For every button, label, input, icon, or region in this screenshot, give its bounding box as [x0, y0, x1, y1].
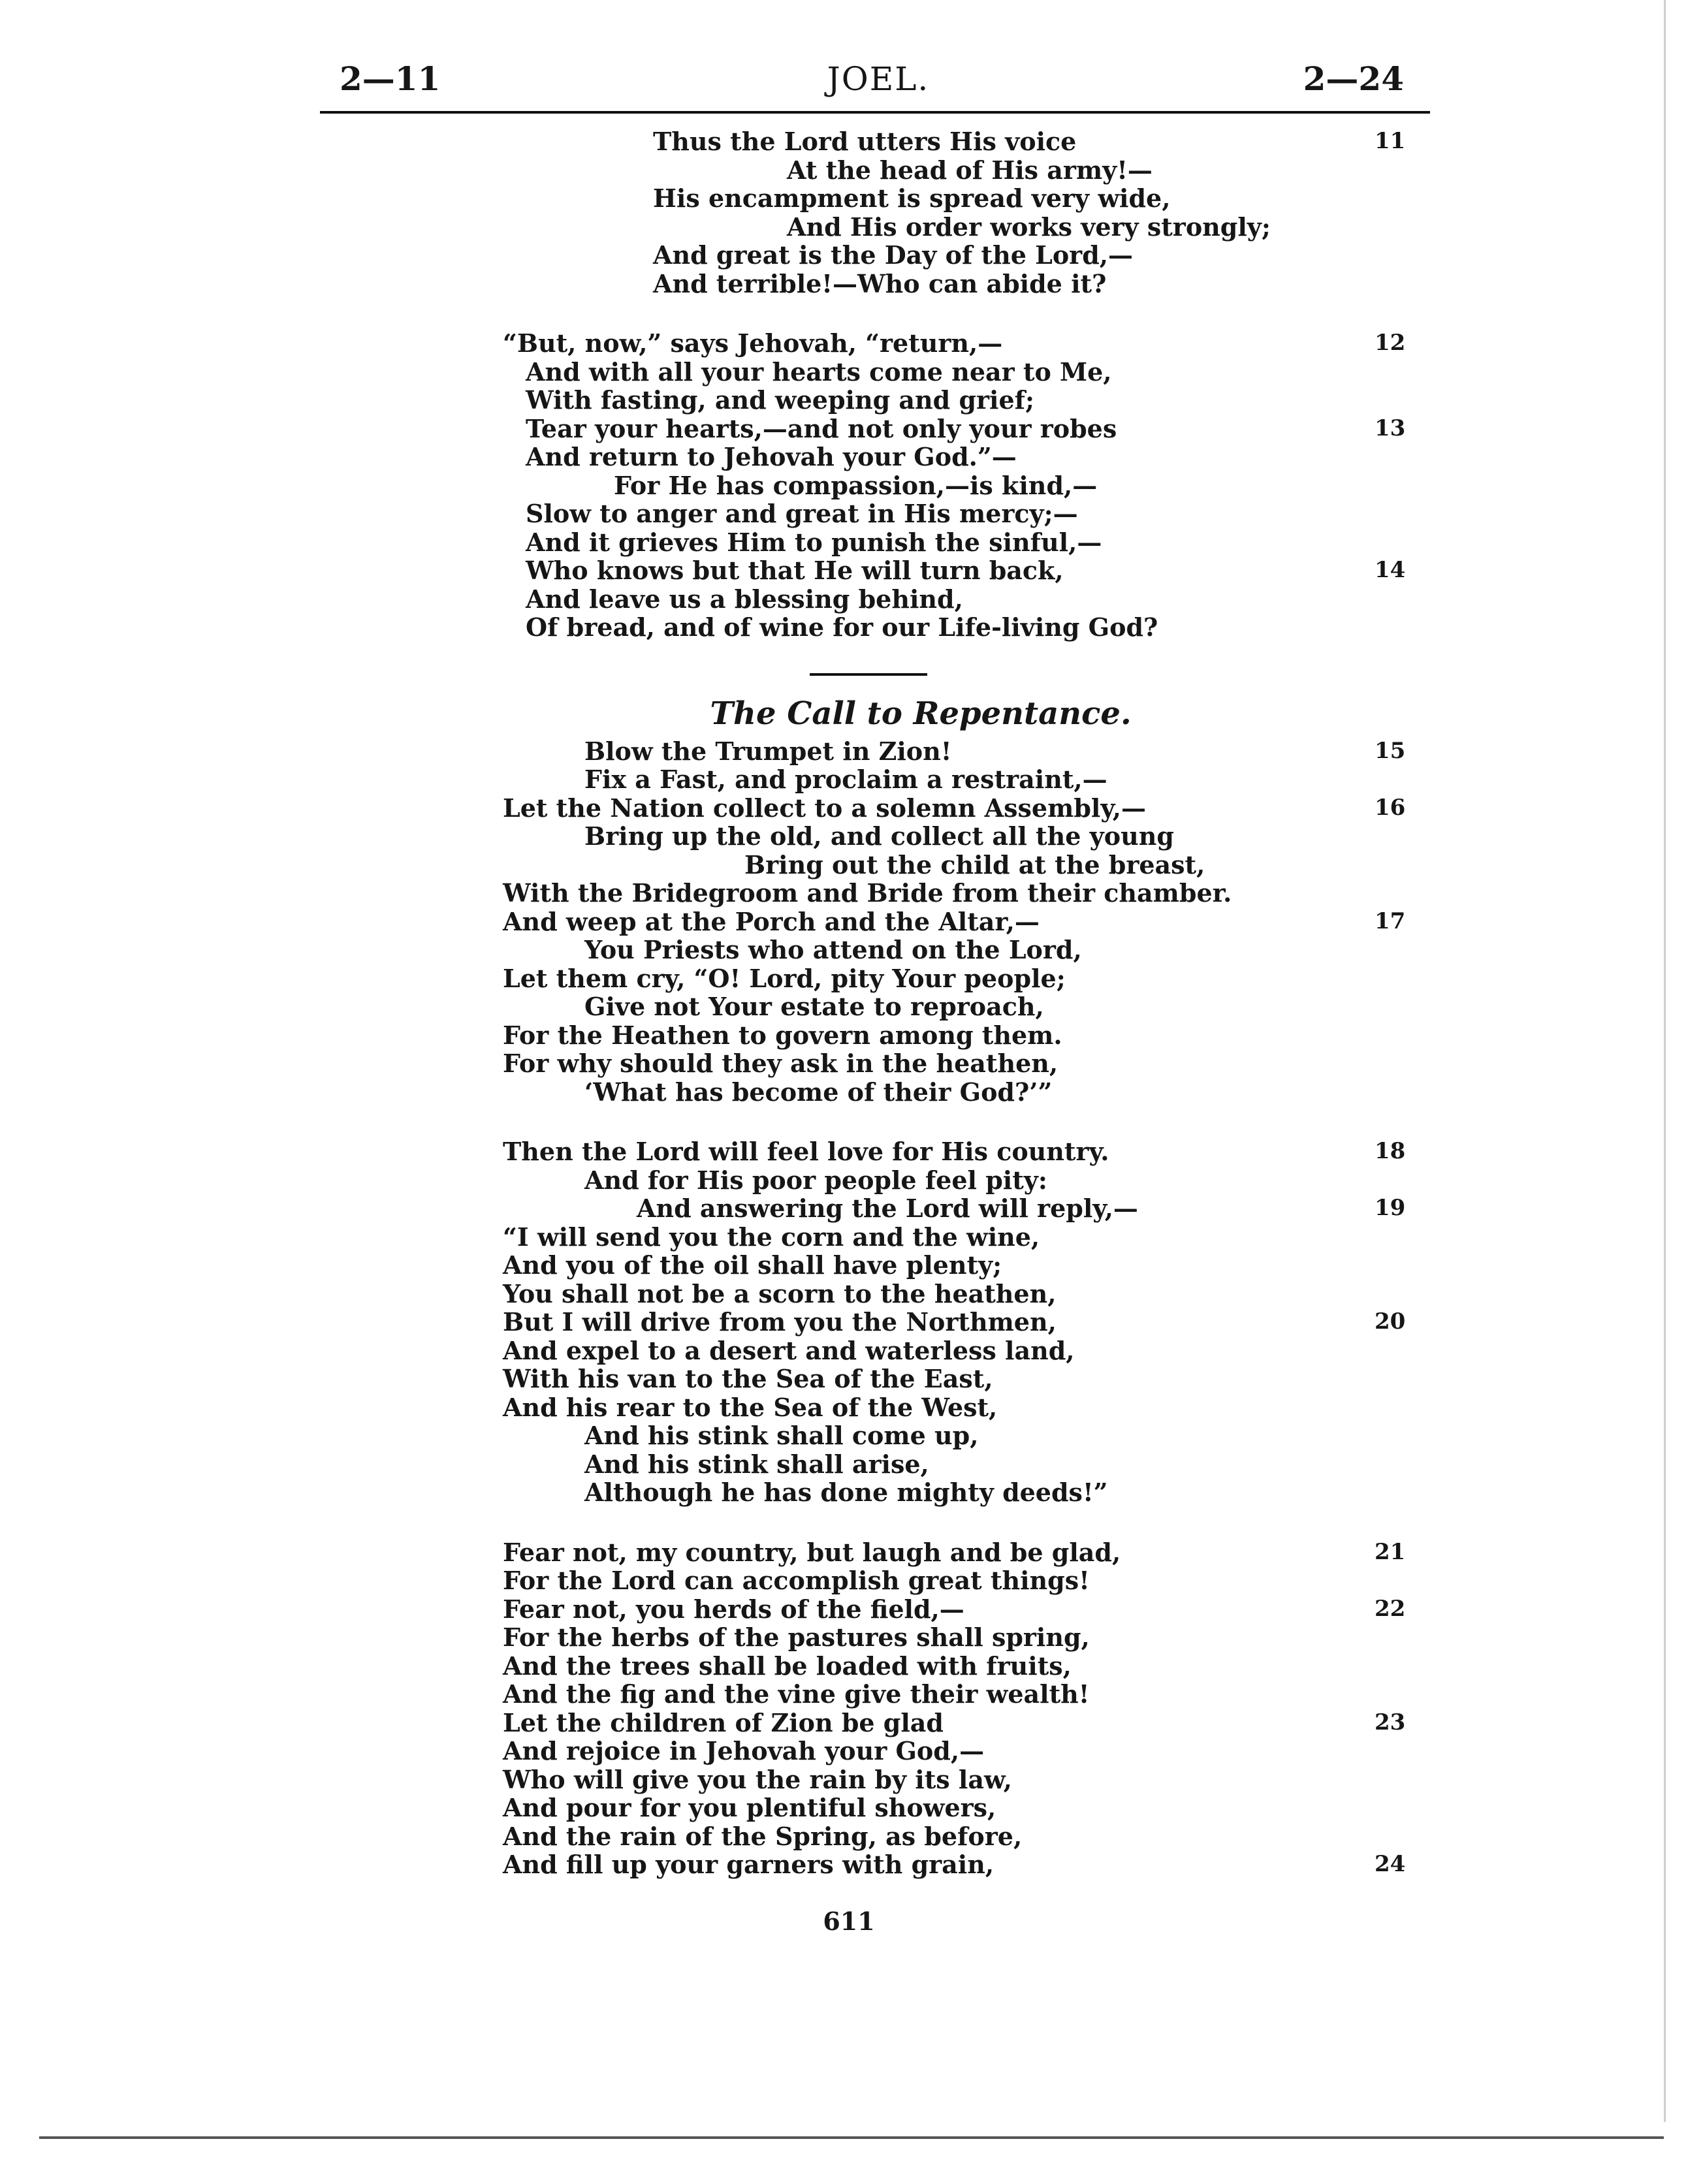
page-edge-bottom	[39, 2136, 1664, 2139]
verse-line	[503, 879, 1404, 908]
verse-line-text: Give not Your estate to reproach,	[584, 992, 1044, 1021]
verse-line	[503, 443, 1404, 471]
verse-line-text: And the rain of the Spring, as before,	[503, 1821, 1023, 1851]
verse-line	[503, 1737, 1404, 1765]
verse-line	[503, 765, 1404, 794]
verse-number: 23	[1375, 1709, 1406, 1735]
verse-line	[503, 1450, 1404, 1479]
verse-line-text: And weep at the Porch and the Altar,—	[503, 906, 1040, 936]
verse-line	[503, 358, 1404, 387]
verse-line-text: Bring up the old, and collect all the young	[584, 821, 1174, 851]
verse-line-text: Blow the Trumpet in Zion!	[584, 736, 952, 766]
stanza-3	[503, 737, 1404, 1107]
verse-line	[503, 329, 1404, 358]
verse-line-text: And the trees shall be loaded with fruits,	[503, 1651, 1072, 1681]
page-edge-right	[1664, 0, 1666, 2122]
verse-line	[503, 1365, 1404, 1393]
verse-line-text: Who knows but that He will turn back,	[526, 556, 1064, 585]
verse-line	[503, 737, 1404, 766]
section-title: The Call to Repentance.	[710, 695, 1132, 732]
verse-line	[503, 1680, 1404, 1709]
verse-line	[503, 585, 1404, 614]
verse-line	[503, 528, 1404, 557]
running-head-title: JOEL.	[827, 60, 930, 98]
verse-line	[503, 1822, 1404, 1851]
verse-line-text: You shall not be a scorn to the heathen,	[503, 1278, 1057, 1308]
verse-line-text: And fill up your garners with grain,	[503, 1850, 995, 1879]
verse-line-text: Fear not, my country, but laugh and be glad,	[503, 1537, 1121, 1567]
verse-line-text: Fear not, you herds of the field,—	[503, 1594, 964, 1624]
verse-line-text: At the head of His army!—	[787, 155, 1153, 185]
verse-line-text: For the Lord can accomplish great things!	[503, 1566, 1090, 1595]
verse-number: 16	[1375, 794, 1406, 821]
verse-line-text: With fasting, and weeping and grief;	[526, 385, 1035, 415]
verse-line	[503, 1166, 1404, 1195]
verse-line-text: Then the Lord will feel love for His country.	[503, 1137, 1109, 1166]
verse-line-text: And His order works very strongly;	[787, 212, 1271, 242]
verse-line-text: Let the Nation collect to a solemn Assembly,—	[503, 793, 1146, 823]
header-rule	[320, 111, 1430, 114]
verse-line	[503, 1595, 1404, 1624]
verse-line-text: With the Bridegroom and Bride from their chamber.	[503, 878, 1232, 908]
verse-line	[503, 1652, 1404, 1681]
verse-line-text: And rejoice in Jehovah your God,—	[503, 1736, 985, 1765]
verse-line	[503, 1337, 1404, 1365]
verse-line	[503, 241, 1404, 270]
verse-line-text: “But, now,” says Jehovah, “return,—	[503, 328, 1003, 358]
verse-line-text: Although he has done mighty deeds!”	[584, 1478, 1108, 1507]
verse-line	[503, 270, 1404, 298]
verse-line	[503, 471, 1404, 500]
verse-line-text: His encampment is spread very wide,	[653, 183, 1171, 213]
page-number: 611	[823, 1907, 875, 1936]
verse-line	[503, 556, 1404, 585]
verse-line-text: And great is the Day of the Lord,—	[653, 240, 1134, 270]
stanza-5	[503, 1538, 1404, 1879]
verse-line	[503, 1223, 1404, 1252]
verse-number: 11	[1375, 128, 1406, 154]
verse-line	[503, 156, 1404, 185]
verse-line-text: And with all your hearts come near to Me,	[526, 356, 1112, 387]
verse-number: 21	[1375, 1538, 1406, 1565]
verse-number: 14	[1375, 557, 1406, 583]
verse-line-text: And you of the oil shall have plenty;	[503, 1250, 1002, 1280]
verse-line	[503, 1251, 1404, 1280]
verse-line	[503, 794, 1404, 823]
verse-line-text: And his rear to the Sea of the West,	[503, 1392, 998, 1422]
running-head-left: 2—11	[340, 59, 441, 98]
verse-line-text: And answering the Lord will reply,—	[637, 1194, 1138, 1223]
verse-line-text: Let them cry, “O! Lord, pity Your people;	[503, 963, 1066, 993]
verse-line-text: And it grieves Him to punish the sinful,—	[526, 527, 1102, 557]
verse-line	[503, 1421, 1404, 1450]
verse-line-text: And return to Jehovah your God.”—	[526, 442, 1017, 471]
verse-number: 17	[1375, 908, 1406, 934]
verse-line	[503, 1280, 1404, 1308]
stanza-4	[503, 1137, 1404, 1507]
verse-line	[503, 1393, 1404, 1422]
verse-line	[503, 1478, 1404, 1507]
verse-line	[503, 1137, 1404, 1166]
verse-line	[503, 213, 1404, 242]
verse-line	[503, 1623, 1404, 1652]
verse-line-text: And the fig and the vine give their wealth!	[503, 1679, 1090, 1709]
verse-line-text: And terrible!—Who can abide it?	[653, 268, 1107, 298]
verse-line	[503, 499, 1404, 528]
verse-line-text: ‘What has become of their God?’”	[584, 1077, 1053, 1107]
verse-line-text: For He has compassion,—is kind,—	[614, 470, 1098, 500]
stanza-2	[503, 329, 1404, 642]
verse-line-text: Bring out the child at the breast,	[744, 849, 1205, 879]
verse-number: 18	[1375, 1138, 1406, 1164]
verse-number: 22	[1375, 1595, 1406, 1622]
verse-line-text: You Priests who attend on the Lord,	[584, 935, 1082, 964]
stanza-1	[503, 127, 1404, 298]
verse-line	[503, 936, 1404, 964]
verse-line	[503, 1049, 1404, 1078]
verse-line	[503, 184, 1404, 213]
verse-line	[503, 822, 1404, 851]
verse-line	[503, 908, 1404, 936]
verse-line-text: “I will send you the corn and the wine,	[503, 1222, 1040, 1252]
verse-line	[503, 851, 1404, 879]
verse-line	[503, 1794, 1404, 1822]
verse-line-text: Of bread, and of wine for our Life-living God?	[526, 612, 1158, 642]
verse-line-text: Let the children of Zion be glad	[503, 1707, 944, 1737]
verse-line-text: And expel to a desert and waterless land,	[503, 1335, 1075, 1365]
verse-line	[503, 415, 1404, 443]
verse-line	[503, 386, 1404, 415]
running-head-right: 2—24	[1303, 59, 1404, 98]
verse-line-text: And for His poor people feel pity:	[584, 1165, 1047, 1195]
verse-line-text: But I will drive from you the Northmen,	[503, 1307, 1057, 1337]
verse-line-text: Fix a Fast, and proclaim a restraint,—	[584, 765, 1107, 794]
verse-number: 24	[1375, 1851, 1406, 1877]
verse-line	[503, 1566, 1404, 1595]
verse-line	[503, 1308, 1404, 1337]
verse-line	[503, 1709, 1404, 1737]
verse-line	[503, 1765, 1404, 1794]
verse-line-text: And leave us a blessing behind,	[526, 584, 963, 614]
poem-body	[503, 127, 1404, 1910]
verse-line	[503, 1078, 1404, 1107]
verse-number: 15	[1375, 737, 1406, 764]
verse-line	[503, 127, 1404, 156]
verse-line-text: Thus the Lord utters His voice	[653, 127, 1077, 156]
verse-line	[503, 964, 1404, 993]
verse-number: 13	[1375, 415, 1406, 441]
verse-line	[503, 1021, 1404, 1050]
verse-line	[503, 1538, 1404, 1567]
verse-line-text: For the Heathen to govern among them.	[503, 1020, 1062, 1050]
verse-line-text: Who will give you the rain by its law,	[503, 1764, 1012, 1794]
verse-number: 19	[1375, 1195, 1406, 1221]
verse-line-text: And pour for you plentiful showers,	[503, 1793, 996, 1822]
verse-line	[503, 613, 1404, 642]
verse-line-text: For why should they ask in the heathen,	[503, 1049, 1058, 1078]
section-rule	[810, 673, 927, 676]
verse-line	[503, 1194, 1404, 1223]
verse-number: 12	[1375, 330, 1406, 356]
verse-line-text: And his stink shall arise,	[584, 1449, 929, 1479]
verse-line	[503, 992, 1404, 1021]
verse-line-text: With his van to the Sea of the East,	[503, 1364, 993, 1393]
verse-line	[503, 1850, 1404, 1879]
verse-line-text: Slow to anger and great in His mercy;—	[526, 499, 1078, 528]
verse-line-text: Tear your hearts,—and not only your robes	[526, 413, 1117, 443]
verse-number: 20	[1375, 1308, 1406, 1335]
verse-line-text: For the herbs of the pastures shall spring,	[503, 1622, 1090, 1652]
verse-line-text: And his stink shall come up,	[584, 1421, 979, 1450]
